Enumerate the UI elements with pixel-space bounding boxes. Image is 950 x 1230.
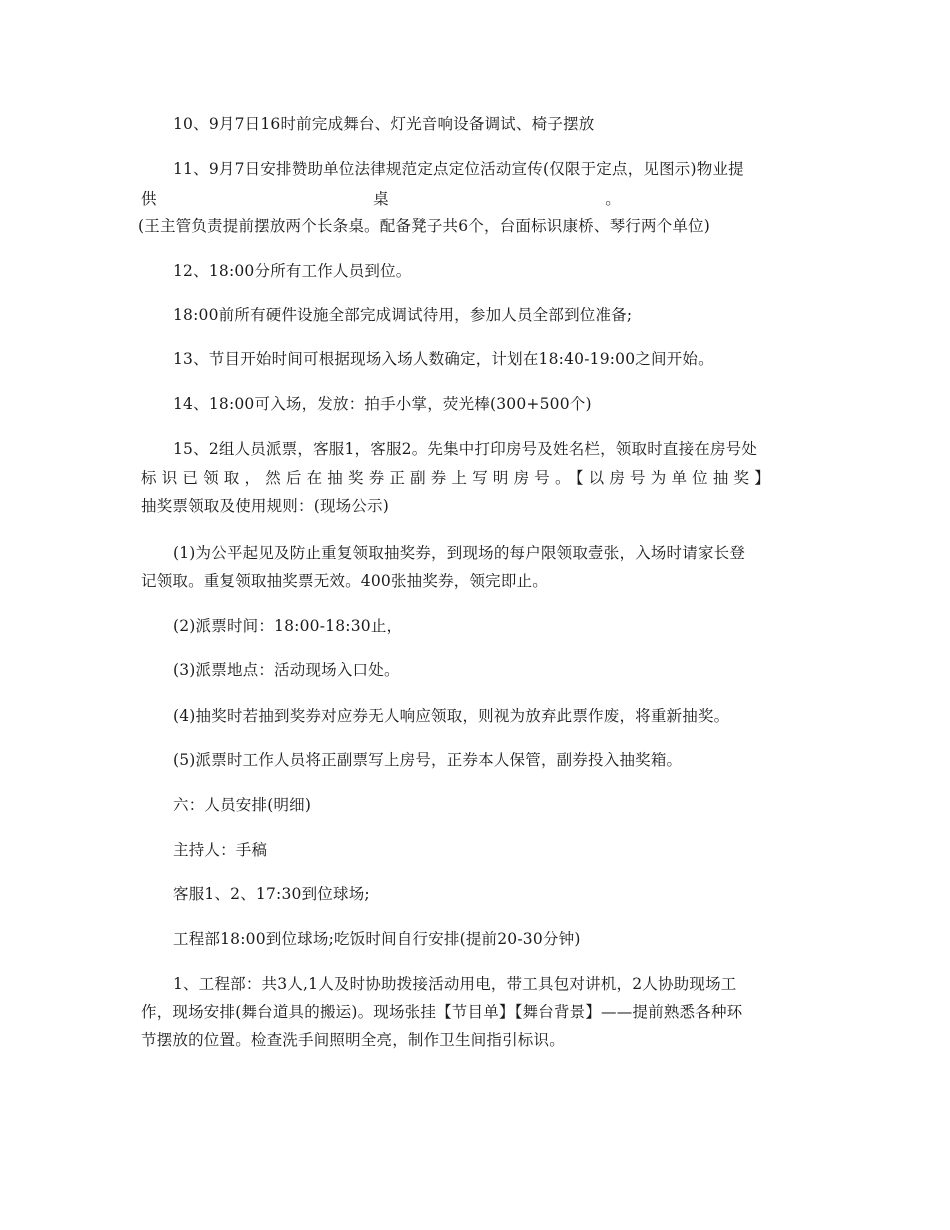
hardware-ready: 18:00前所有硬件设施全部完成调试待用，参加人员全部到位准备; [173, 306, 633, 324]
word-provide: 供 [141, 190, 157, 208]
ticket-rules-heading: 抽奖票领取及使用规则：(现场公示) [141, 497, 389, 515]
item-10: 10、9月7日16时前完成舞台、灯光音响设备调试、椅子摆放 [173, 115, 595, 133]
rule-1: (1)为公平起见及防止重复领取抽奖券，到现场的每户限领取壹张，入场时请家长登 [173, 544, 746, 562]
host-line: 主持人：手稿 [173, 841, 268, 859]
item-15-continuation: 标识已领取，然后在抽奖券正副券上写明房号。【以房号为单位抽奖】 [141, 469, 775, 487]
item-15: 15、2组人员派票，客服1，客服2。先集中打印房号及姓名栏，领取时直接在房号处 [173, 440, 758, 458]
rule-1-continuation: 记领取。重复领取抽奖票无效。400张抽奖券，领完即止。 [141, 572, 548, 590]
item-12: 12、18:00分所有工作人员到位。 [173, 262, 412, 280]
engineering-duty-1: 1、工程部：共3人,1人及时协助拨接活动用电，带工具包对讲机，2人协助现场工 [173, 975, 737, 993]
engineering-duty-2: 作，现场安排(舞台道具的搬运)。现场张挂【节目单】【舞台背景】——提前熟悉各种环 [141, 1003, 743, 1021]
rule-3: (3)派票地点：活动现场入口处。 [173, 661, 400, 679]
rule-5: (5)派票时工作人员将正副票写上房号，正券本人保管，副券投入抽奖箱。 [173, 751, 683, 769]
word-table: 桌 [373, 190, 389, 208]
item-14: 14、18:00可入场，发放：拍手小掌，荧光棒(300+500个) [173, 395, 592, 413]
item-13: 13、节目开始时间可根据现场入场人数确定，计划在18:40-19:00之间开始。 [173, 350, 714, 368]
engineering-duty-3: 节摆放的位置。检查洗手间照明全亮，制作卫生间指引标识。 [141, 1031, 565, 1049]
item-11-continuation [141, 189, 621, 209]
item-11-note: (王主管负责提前摆放两个长条桌。配备凳子共6个，台面标识康桥、琴行两个单位) [138, 217, 711, 235]
customer-service-line: 客服1、2、17:30到位球场; [173, 885, 370, 903]
rule-4: (4)抽奖时若抽到奖券对应券无人响应领取，则视为放弃此票作废，将重新抽奖。 [173, 707, 730, 725]
period: 。 [605, 190, 621, 208]
rule-2: (2)派票时间：18:00-18:30止， [173, 617, 403, 635]
section-six-heading: 六：人员安排(明细) [173, 796, 312, 814]
engineering-line: 工程部18:00到位球场;吃饭时间自行安排(提前20-30分钟) [173, 930, 581, 948]
item-11: 11、9月7日安排赞助单位法律规范定点定位活动宣传(仅限于定点，见图示)物业提 [173, 160, 744, 178]
